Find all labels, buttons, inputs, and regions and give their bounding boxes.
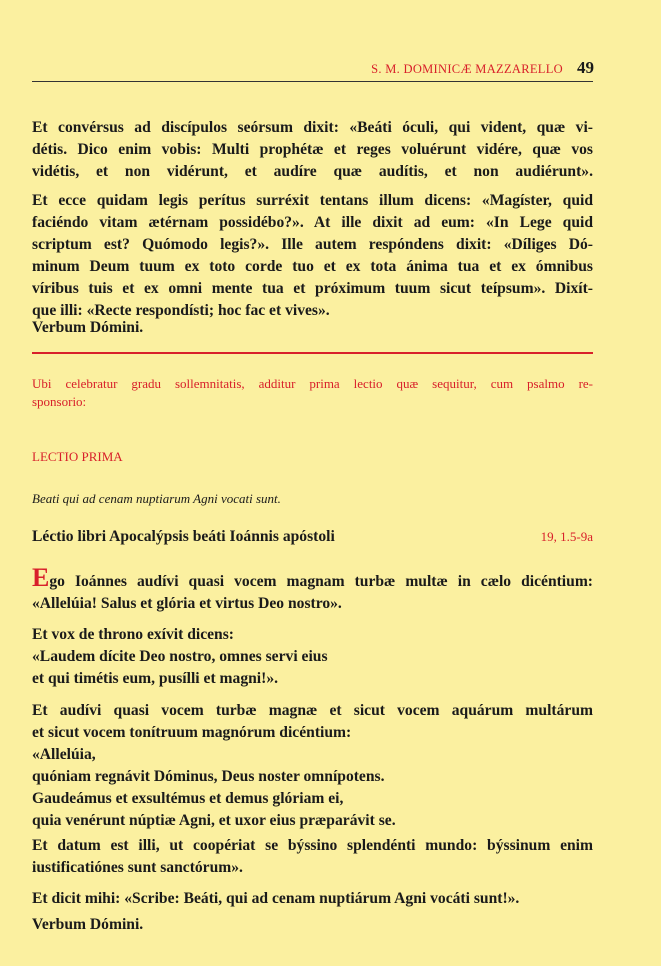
gospel-paragraph-2 bbox=[32, 190, 593, 322]
reading-paragraph-3 bbox=[32, 700, 593, 832]
text-line: et qui timétis eum, pusílli et magni!». bbox=[32, 670, 279, 687]
text-line: quia venérunt núptiæ Agni, et uxor eius præparávit se. bbox=[32, 812, 396, 829]
text-line: Et ecce quidam legis perítus surréxit tentans illum dicens: «Magíster, quid bbox=[32, 192, 593, 209]
antiphon: Beati qui ad cenam nuptiarum Agni vocati sunt. bbox=[32, 491, 281, 506]
reading-paragraph-4 bbox=[32, 835, 593, 879]
text-line: détis. Dico enim vobis: Multi prophétæ et reges voluérunt vidére, quæ vos bbox=[32, 141, 593, 158]
page-number: 49 bbox=[577, 58, 594, 77]
text-line: Et vox de throno exívit dicens: bbox=[32, 626, 234, 643]
text-line: scriptum est? Quómodo legis?». Ille autem respóndens dixit: «Díliges Dó- bbox=[32, 236, 593, 253]
scripture-reference: 19, 1.5-9a bbox=[540, 529, 593, 544]
text-line: Ego Ioánnes audívi quasi vocem magnam turbæ multæ in cælo dicéntium: bbox=[32, 563, 593, 592]
text-line: Et convérsus ad discípulos seórsum dixit: «Beáti óculi, qui vident, quæ vi- bbox=[32, 119, 593, 136]
text-line: «Laudem dícite Deo nostro, omnes servi eius bbox=[32, 648, 328, 665]
page bbox=[32, 0, 593, 966]
text-line: Gaudeámus et exsultémus et demus glóriam ei, bbox=[32, 790, 344, 807]
text-line: «Allelúia, bbox=[32, 746, 96, 763]
reading-title: Léctio libri Apocalýpsis beáti Ioánnis apóstoli bbox=[32, 528, 335, 545]
rubric-note bbox=[32, 375, 593, 411]
section-label: LECTIO PRIMA bbox=[32, 449, 123, 464]
text-line: Et datum est illi, ut coopériat se býssino splendénti mundo: býssinum enim bbox=[32, 837, 593, 854]
drop-cap: E bbox=[32, 563, 50, 592]
gospel-paragraph-1 bbox=[32, 117, 593, 183]
reading-paragraph-2 bbox=[32, 624, 593, 690]
text-line: Et audívi quasi vocem turbæ magnæ et sicut vocem aquárum multárum bbox=[32, 702, 593, 719]
section-divider bbox=[32, 352, 593, 354]
text-line: que illi: «Recte respondísti; hoc fac et vives». bbox=[32, 302, 330, 319]
text-line: iustificatiónes sunt sanctórum». bbox=[32, 859, 243, 876]
running-title: S. M. DOMINICÆ MAZZARELLO bbox=[371, 62, 563, 76]
text-line: víribus tuis et ex omni mente tua et próximum tuum sicut teípsum». Dixít- bbox=[32, 280, 593, 297]
reading-closing: Verbum Dómini. bbox=[32, 916, 144, 933]
text-line: vidétis, et non vidérunt, et audíre quæ audítis, et non audiérunt». bbox=[32, 163, 593, 180]
reading-paragraph-5 bbox=[32, 888, 593, 910]
gospel-closing: Verbum Dómini. bbox=[32, 319, 144, 336]
text-line: minum Deum tuum ex toto corde tuo et ex tota ánima tua et ex ómnibus bbox=[32, 258, 593, 275]
rubric-line: Ubi celebratur gradu sollemnitatis, additur prima lectio quæ sequitur, cum psalmo re- bbox=[32, 376, 593, 391]
rubric-line: sponsorio: bbox=[32, 394, 87, 409]
header-rule bbox=[32, 81, 593, 82]
text-line: quóniam regnávit Dóminus, Deus noster omnípotens. bbox=[32, 768, 385, 785]
text-line: faciéndo vitam ætérnam possidébo?». At ille dixit ad eum: «In Lege quid bbox=[32, 214, 593, 231]
reading-title-row bbox=[32, 528, 593, 546]
text-line: «Allelúia! Salus et glória et virtus Deo nostro». bbox=[32, 595, 342, 612]
text-line: Et dicit mihi: «Scribe: Beáti, qui ad cenam nuptiárum Agni vocáti sunt!». bbox=[32, 890, 520, 907]
text-line: et sicut vocem tonítruum magnórum dicéntium: bbox=[32, 724, 352, 741]
reading-paragraph-1 bbox=[32, 563, 593, 615]
running-head bbox=[371, 58, 594, 78]
